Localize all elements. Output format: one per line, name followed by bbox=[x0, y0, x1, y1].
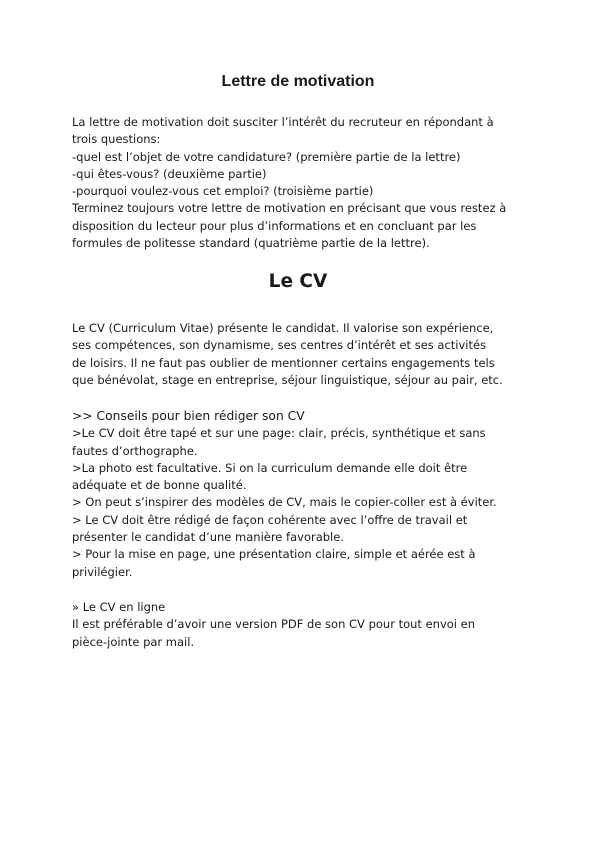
paragraph-line: Le CV (Curriculum Vitae) présente le candidat. Il valorise son expérience, bbox=[72, 321, 494, 335]
paragraph-line: Terminez toujours votre lettre de motivation en précisant que vous restez à bbox=[72, 201, 507, 216]
paragraph-line: que bénévolat, stage en entreprise, séjour linguistique, séjour au pair, etc. bbox=[72, 372, 503, 387]
tip-line: fautes d’orthographe. bbox=[72, 443, 198, 458]
tip-line: > On peut s’inspirer des modèles de CV, mais le copier-coller est à éviter. bbox=[72, 495, 497, 510]
tip-line: privilégier. bbox=[72, 564, 133, 579]
tip-line: présenter le candidat d’une manière favorable. bbox=[72, 530, 344, 545]
tip-line: >La photo est facultative. Si on la curriculum demande elle doit être bbox=[72, 460, 468, 475]
paragraph-line: ses compétences, son dynamisme, ses centres d’intérêt et ses activités bbox=[72, 338, 487, 353]
heading-le-cv: Le CV bbox=[268, 271, 328, 292]
paragraph-line: disposition du lecteur pour plus d’informations et en concluant par les bbox=[72, 218, 477, 233]
tip-line: >Le CV doit être tapé et sur une page: clair, précis, synthétique et sans bbox=[72, 426, 486, 441]
tip-line: > Le CV doit être rédigé de façon cohérente avec l’offre de travail et bbox=[72, 512, 468, 527]
paragraph-line: -qui êtes-vous? (deuxième partie) bbox=[72, 166, 267, 181]
paragraph-line: -pourquoi voulez-vous cet emploi? (troisième partie) bbox=[72, 184, 374, 199]
paragraph-line: pièce-jointe par mail. bbox=[72, 634, 195, 649]
paragraph-line: trois questions: bbox=[72, 132, 161, 147]
tips-heading: >> Conseils pour bien rédiger son CV bbox=[72, 409, 305, 423]
motivation-letter-paragraph bbox=[72, 114, 532, 252]
cv-intro-paragraph bbox=[72, 320, 532, 389]
cv-online-section bbox=[72, 599, 532, 651]
cv-tips-section bbox=[72, 408, 532, 581]
paragraph-line: de loisirs. Il ne faut pas oublier de mentionner certains engagements tels bbox=[72, 355, 495, 370]
paragraph-line: formules de politesse standard (quatrième partie de la lettre). bbox=[72, 236, 430, 251]
heading-lettre-de-motivation: Lettre de motivation bbox=[221, 73, 375, 90]
online-heading: » Le CV en ligne bbox=[72, 600, 166, 614]
paragraph-line: -quel est l’objet de votre candidature? (première partie de la lettre) bbox=[72, 149, 461, 164]
tip-line: > Pour la mise en page, une présentation claire, simple et aérée est à bbox=[72, 547, 476, 562]
paragraph-line: Il est préférable d’avoir une version PDF de son CV pour tout envoi en bbox=[72, 617, 475, 632]
paragraph-line: La lettre de motivation doit susciter l’intérêt du recruteur en répondant à bbox=[72, 115, 494, 129]
tip-line: adéquate et de bonne qualité. bbox=[72, 478, 247, 493]
